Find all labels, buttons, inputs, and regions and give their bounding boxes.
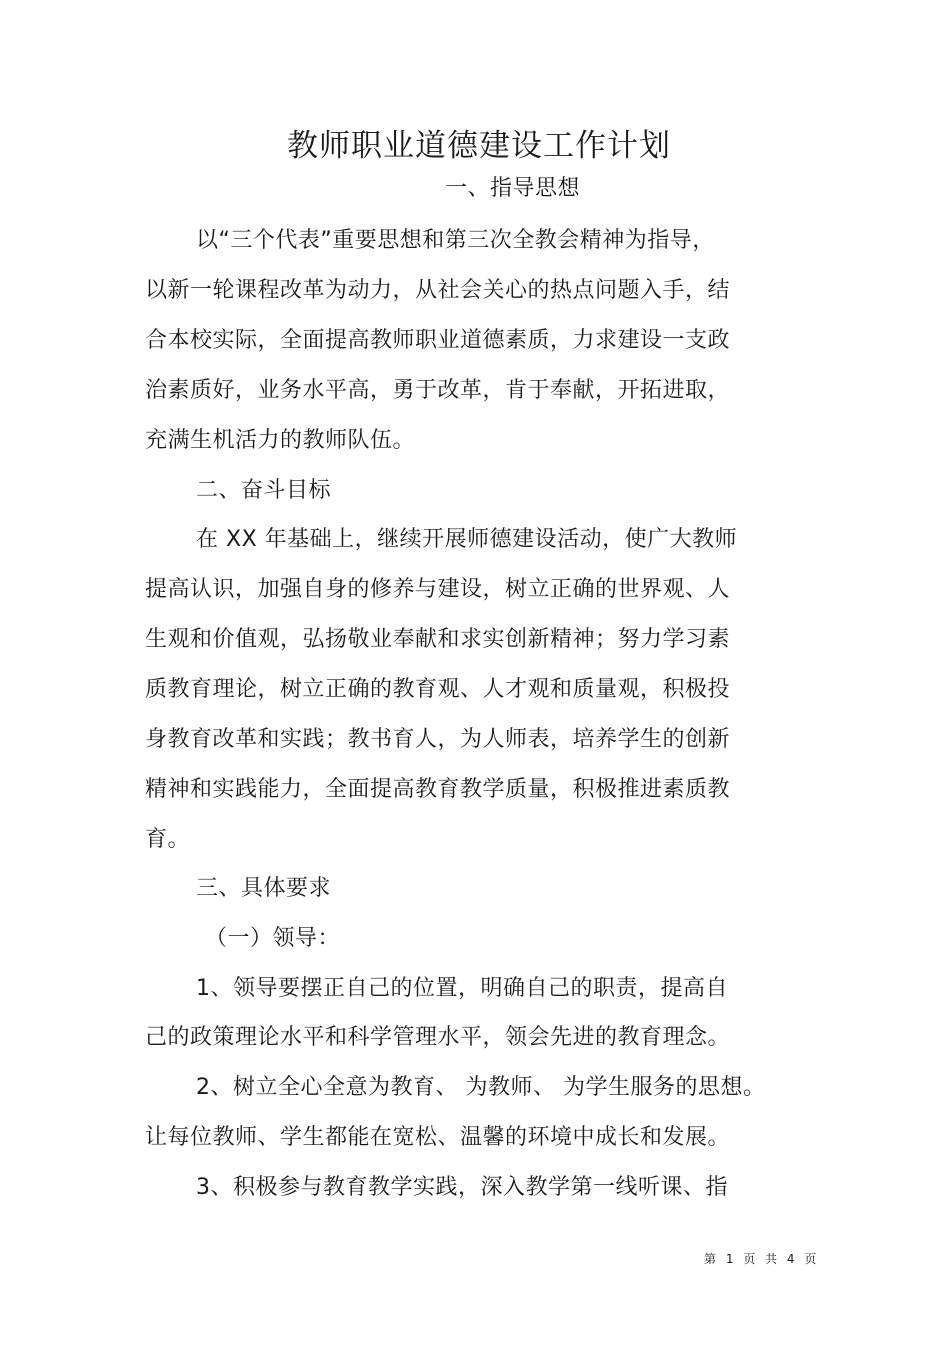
paragraph-line: 育。: [145, 827, 191, 852]
paragraph-line: 治素质好，业务水平高，勇于改革，肯于奉献，开拓进取，: [145, 378, 731, 403]
paragraph-line: 质教育理论，树立正确的教育观、人才观和质量观，积极投: [145, 677, 731, 702]
paragraph-line: 以新一轮课程改革为动力，从社会关心的热点问题入手，结: [145, 278, 731, 303]
paragraph-line: 以“三个代表”重要思想和第三次全教会精神为指导，: [196, 228, 715, 253]
paragraph-line: 让每位教师、学生都能在宽松、温馨的环境中成长和发展。: [145, 1125, 731, 1150]
paragraph-line: 提高认识，加强自身的修养与建设，树立正确的世界观、人: [145, 577, 731, 602]
paragraph-line: 生观和价值观，弘扬敬业奉献和求实创新精神；努力学习素: [145, 627, 731, 652]
section-heading-requirements: 三、具体要求: [196, 876, 332, 901]
section-heading-goals: 二、奋斗目标: [196, 478, 332, 503]
paragraph-line: 1、领导要摆正自己的位置，明确自己的职责，提高自: [196, 976, 728, 1001]
paragraph-line: 己的政策理论水平和科学管理水平，领会先进的教育理念。: [145, 1025, 731, 1050]
paragraph-line: 充满生机活力的教师队伍。: [145, 428, 416, 453]
paragraph-line: 3、积极参与教育教学实践，深入教学第一线听课、指: [196, 1175, 728, 1200]
paragraph-line: 精神和实践能力，全面提高教育教学质量，积极推进素质教: [145, 777, 731, 802]
page-footer: 第 1 页 共 4 页: [704, 1252, 820, 1266]
document-title: 教师职业道德建设工作计划: [287, 128, 671, 164]
paragraph-line: 合本校实际，全面提高教师职业道德素质，力求建设一支政: [145, 328, 731, 353]
paragraph-line: 在 XX 年基础上，继续开展师德建设活动，使广大教师: [196, 527, 738, 552]
paragraph-line: 身教育改革和实践；教书育人，为人师表，培养学生的创新: [145, 727, 731, 752]
subsection-heading-leadership: （一）领导：: [205, 926, 341, 951]
paragraph-line: 2、树立全心全意为教育、 为教师、 为学生服务的思想。: [196, 1075, 766, 1100]
section-heading-guiding-ideology: 一、指导思想: [445, 176, 581, 201]
